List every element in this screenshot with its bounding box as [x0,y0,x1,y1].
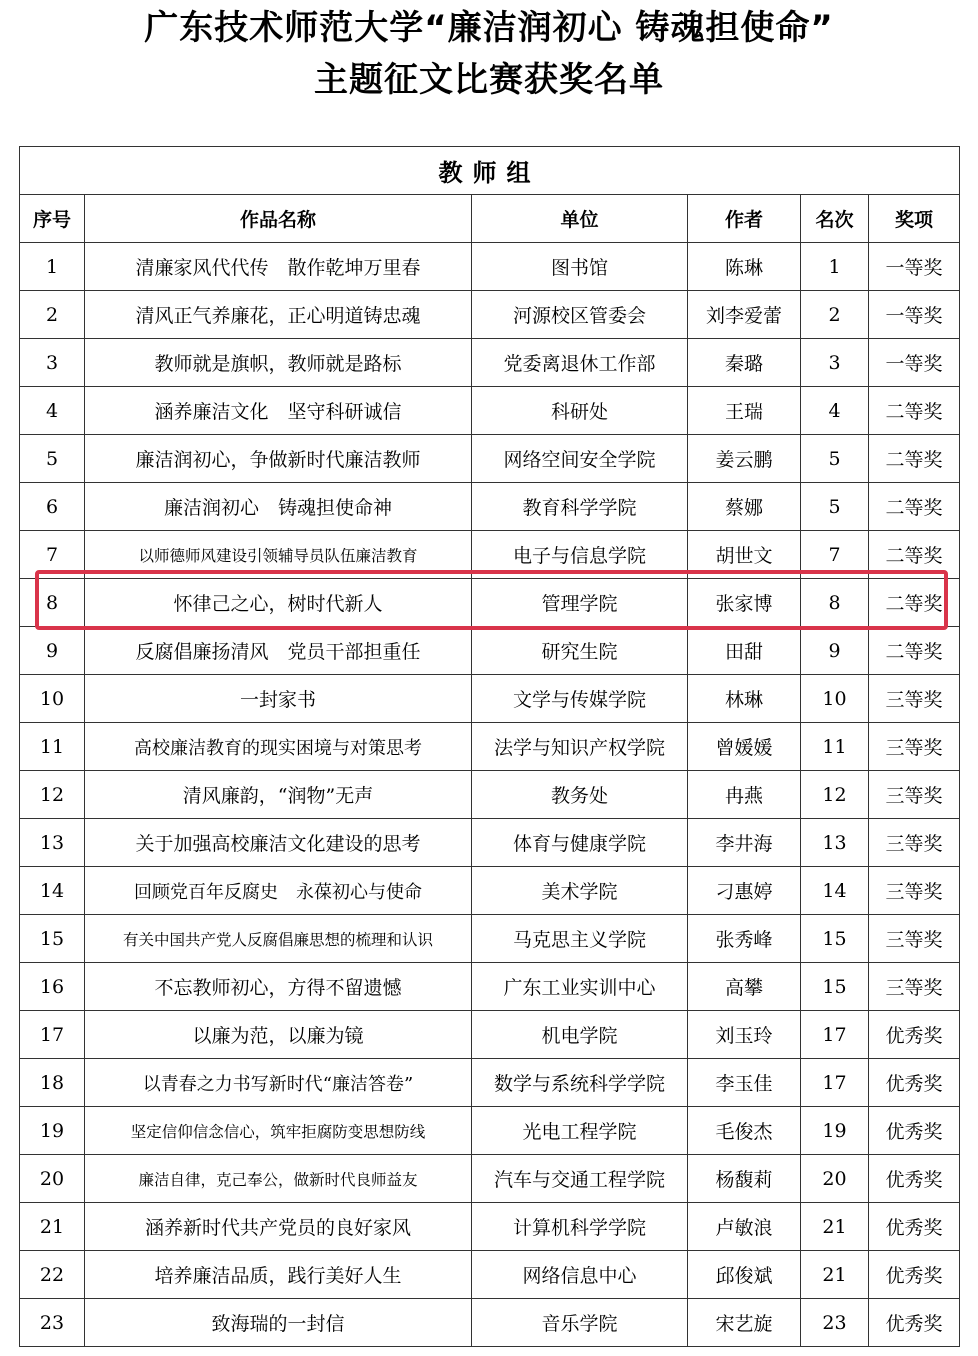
cell-rank: 13 [801,819,869,867]
cell-author: 陈琳 [688,243,801,291]
cell-work-title: 关于加强高校廉洁文化建设的思考 [85,819,472,867]
cell-seq: 22 [20,1251,85,1299]
cell-award: 三等奖 [869,867,960,915]
cell-author: 林琳 [688,675,801,723]
cell-work-title: 一封家书 [85,675,472,723]
cell-award: 二等奖 [869,627,960,675]
cell-rank: 17 [801,1059,869,1107]
cell-unit: 光电工程学院 [472,1107,688,1155]
cell-rank: 12 [801,771,869,819]
cell-award: 一等奖 [869,339,960,387]
table-row [20,579,960,627]
cell-work-title: 涵养新时代共产党员的良好家风 [85,1203,472,1251]
cell-seq: 13 [20,819,85,867]
cell-work-title: 高校廉洁教育的现实困境与对策思考 [85,723,472,771]
cell-award: 二等奖 [869,531,960,579]
cell-rank: 10 [801,675,869,723]
table-row [20,1203,960,1251]
cell-seq: 11 [20,723,85,771]
cell-unit: 管理学院 [472,579,688,627]
cell-seq: 17 [20,1011,85,1059]
column-header-unit: 单位 [472,195,688,243]
cell-author: 张家博 [688,579,801,627]
cell-award: 优秀奖 [869,1299,960,1347]
cell-award: 二等奖 [869,579,960,627]
table-row [20,291,960,339]
table-row [20,963,960,1011]
cell-author: 李玉佳 [688,1059,801,1107]
cell-seq: 8 [20,579,85,627]
cell-seq: 21 [20,1203,85,1251]
cell-unit: 教务处 [472,771,688,819]
cell-seq: 3 [20,339,85,387]
cell-work-title: 培养廉洁品质，践行美好人生 [85,1251,472,1299]
cell-seq: 5 [20,435,85,483]
cell-author: 王瑞 [688,387,801,435]
page-subtitle: 主题征文比赛获奖名单 [314,60,664,100]
cell-unit: 机电学院 [472,1011,688,1059]
cell-unit: 体育与健康学院 [472,819,688,867]
cell-unit: 广东工业实训中心 [472,963,688,1011]
cell-work-title: 清风正气养廉花，正心明道铸忠魂 [85,291,472,339]
cell-author: 宋艺旋 [688,1299,801,1347]
cell-seq: 1 [20,243,85,291]
cell-award: 三等奖 [869,915,960,963]
cell-unit: 文学与传媒学院 [472,675,688,723]
cell-author: 毛俊杰 [688,1107,801,1155]
cell-work-title: 教师就是旗帜，教师就是路标 [85,339,472,387]
cell-unit: 图书馆 [472,243,688,291]
cell-rank: 4 [801,387,869,435]
cell-award: 优秀奖 [869,1059,960,1107]
cell-seq: 7 [20,531,85,579]
cell-seq: 19 [20,1107,85,1155]
cell-seq: 20 [20,1155,85,1203]
cell-award: 优秀奖 [869,1107,960,1155]
table-row [20,435,960,483]
column-header-award: 奖项 [869,195,960,243]
cell-award: 一等奖 [869,243,960,291]
table-row [20,243,960,291]
cell-seq: 9 [20,627,85,675]
cell-award: 三等奖 [869,819,960,867]
cell-author: 高攀 [688,963,801,1011]
cell-work-title: 清廉家风代代传 散作乾坤万里春 [85,243,472,291]
cell-author: 张秀峰 [688,915,801,963]
cell-author: 卢敏浪 [688,1203,801,1251]
cell-rank: 14 [801,867,869,915]
cell-author: 刘玉玲 [688,1011,801,1059]
cell-work-title: 有关中国共产党人反腐倡廉思想的梳理和认识 [85,915,472,963]
cell-work-title: 涵养廉洁文化 坚守科研诚信 [85,387,472,435]
cell-unit: 数学与系统科学学院 [472,1059,688,1107]
cell-rank: 5 [801,483,869,531]
cell-seq: 16 [20,963,85,1011]
column-header-seq: 序号 [20,195,85,243]
cell-author: 邱俊斌 [688,1251,801,1299]
cell-author: 胡世文 [688,531,801,579]
cell-author: 冉燕 [688,771,801,819]
cell-award: 一等奖 [869,291,960,339]
cell-rank: 23 [801,1299,869,1347]
cell-seq: 14 [20,867,85,915]
cell-unit: 研究生院 [472,627,688,675]
cell-rank: 11 [801,723,869,771]
column-header-author: 作者 [688,195,801,243]
cell-award: 三等奖 [869,675,960,723]
cell-work-title: 怀律己之心，树时代新人 [85,579,472,627]
cell-rank: 20 [801,1155,869,1203]
cell-award: 二等奖 [869,483,960,531]
cell-author: 蔡娜 [688,483,801,531]
cell-seq: 6 [20,483,85,531]
cell-work-title: 不忘教师初心，方得不留遗憾 [85,963,472,1011]
cell-rank: 2 [801,291,869,339]
column-header-rank: 名次 [801,195,869,243]
cell-author: 杨馥莉 [688,1155,801,1203]
cell-rank: 9 [801,627,869,675]
cell-work-title: 以青春之力书写新时代“廉洁答卷” [85,1059,472,1107]
table-row [20,1251,960,1299]
cell-award: 优秀奖 [869,1011,960,1059]
cell-unit: 美术学院 [472,867,688,915]
table-row [20,627,960,675]
cell-unit: 教育科学学院 [472,483,688,531]
column-header-work: 作品名称 [85,195,472,243]
cell-rank: 21 [801,1203,869,1251]
cell-work-title: 廉洁自律，克己奉公，做新时代良师益友 [85,1155,472,1203]
cell-award: 优秀奖 [869,1155,960,1203]
cell-rank: 3 [801,339,869,387]
cell-work-title: 廉洁润初心，争做新时代廉洁教师 [85,435,472,483]
cell-rank: 21 [801,1251,869,1299]
cell-seq: 23 [20,1299,85,1347]
cell-rank: 5 [801,435,869,483]
table-row [20,483,960,531]
cell-author: 曾媛媛 [688,723,801,771]
column-header-row [20,195,960,243]
cell-seq: 12 [20,771,85,819]
cell-rank: 15 [801,963,869,1011]
cell-work-title: 反腐倡廉扬清风 党员干部担重任 [85,627,472,675]
table-row [20,1155,960,1203]
cell-rank: 17 [801,1011,869,1059]
table-row [20,339,960,387]
cell-seq: 4 [20,387,85,435]
cell-rank: 19 [801,1107,869,1155]
award-table [19,146,960,1347]
cell-unit: 音乐学院 [472,1299,688,1347]
cell-award: 三等奖 [869,963,960,1011]
table-row [20,1299,960,1347]
cell-seq: 2 [20,291,85,339]
cell-rank: 15 [801,915,869,963]
cell-seq: 18 [20,1059,85,1107]
cell-award: 优秀奖 [869,1203,960,1251]
cell-author: 秦璐 [688,339,801,387]
table-row [20,915,960,963]
cell-author: 李井海 [688,819,801,867]
cell-award: 三等奖 [869,723,960,771]
cell-author: 刁惠婷 [688,867,801,915]
cell-work-title: 回顾党百年反腐史 永葆初心与使命 [85,867,472,915]
table-row [20,1107,960,1155]
cell-unit: 科研处 [472,387,688,435]
cell-rank: 7 [801,531,869,579]
table-body [20,243,960,1347]
cell-unit: 河源校区管委会 [472,291,688,339]
cell-author: 田甜 [688,627,801,675]
table-row [20,675,960,723]
table-row [20,867,960,915]
cell-seq: 10 [20,675,85,723]
cell-award: 二等奖 [869,387,960,435]
cell-work-title: 以师德师风建设引领辅导员队伍廉洁教育 [85,531,472,579]
cell-rank: 1 [801,243,869,291]
cell-unit: 马克思主义学院 [472,915,688,963]
cell-award: 二等奖 [869,435,960,483]
cell-unit: 网络空间安全学院 [472,435,688,483]
cell-work-title: 廉洁润初心 铸魂担使命神 [85,483,472,531]
table-row [20,819,960,867]
cell-award: 优秀奖 [869,1251,960,1299]
cell-award: 三等奖 [869,771,960,819]
group-header-row [20,147,960,195]
cell-author: 刘李爱蕾 [688,291,801,339]
cell-unit: 党委离退休工作部 [472,339,688,387]
cell-work-title: 清风廉韵，“润物”无声 [85,771,472,819]
cell-work-title: 致海瑞的一封信 [85,1299,472,1347]
cell-unit: 网络信息中心 [472,1251,688,1299]
cell-seq: 15 [20,915,85,963]
cell-unit: 汽车与交通工程学院 [472,1155,688,1203]
cell-rank: 8 [801,579,869,627]
table-row [20,1059,960,1107]
page-title: 广东技术师范大学“廉洁润初心 铸魂担使命” [144,8,834,48]
table-row [20,1011,960,1059]
table-row [20,771,960,819]
cell-author: 姜云鹏 [688,435,801,483]
group-title: 教师组 [20,147,960,195]
cell-unit: 法学与知识产权学院 [472,723,688,771]
cell-unit: 电子与信息学院 [472,531,688,579]
cell-work-title: 以廉为范，以廉为镜 [85,1011,472,1059]
table-row [20,723,960,771]
table-row [20,387,960,435]
table-row [20,531,960,579]
cell-unit: 计算机科学学院 [472,1203,688,1251]
cell-work-title: 坚定信仰信念信心，筑牢拒腐防变思想防线 [85,1107,472,1155]
